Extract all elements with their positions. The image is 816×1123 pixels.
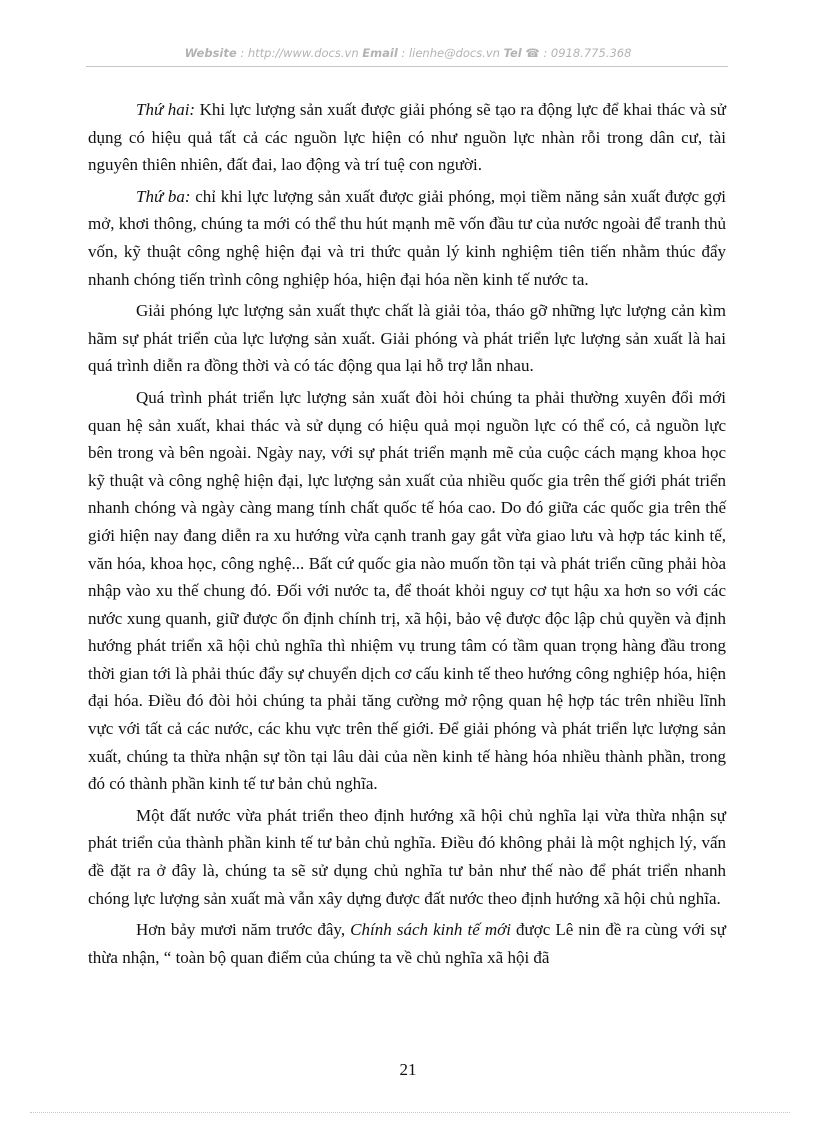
paragraph-text: Giải phóng lực lượng sản xuất thực chất là giải tỏa, tháo gỡ những lực lượng cản kìm hãm sự phát triển của lực lượng sản xuất. Giải phóng và phát triển lực lượng sản xuất là hai quá trình diễn ra đồng thời và có tác động qua lại hỗ trợ lẫn nhau.	[88, 301, 726, 376]
tel-value: ☎ : 0918.775.368	[525, 46, 632, 60]
paragraph-text: được Lê nin đề ra cùng với sự thừa nhận, “ toàn bộ quan điểm của chúng ta về chủ nghĩa xã hội đã	[88, 920, 726, 967]
paragraph-text: Một đất nước vừa phát triển theo định hướng xã hội chủ nghĩa lại vừa thừa nhận sự phát triển của thành phần kinh tế tư bản chủ nghĩa. Điều đó không phải là một nghịch lý, vấn đề đặt ra ở đây là, chúng ta sẽ sử dụng chủ nghĩa tư bản như thế nào để phát triển nhanh chóng lực lượng sản xuất mà vẫn xây dựng được đất nước theo định hướng xã hội chủ nghĩa.	[88, 805, 726, 908]
email-value: : lienhe@docs.vn	[401, 46, 500, 60]
paragraph-text: chỉ khi lực lượng sản xuất được giải phóng, mọi tiềm năng sản xuất được gợi mở, khơi thông, chúng ta mới có thể thu hút mạnh mẽ vốn đầu tư của nước ngoài để tranh thủ vốn, kỹ thuật công nghệ hiện đại và tri thức quản lý kinh nghiệm tiên tiến nhằm thúc đẩy nhanh chóng tiến trình công nghiệp hóa, hiện đại hóa nền kinh tế nước ta.	[88, 186, 726, 289]
paragraph-3	[88, 297, 726, 380]
page-number: 21	[399, 1060, 417, 1079]
paragraph-lead: Thứ ba:	[136, 186, 191, 206]
email-label: Email	[362, 46, 398, 60]
website-label: Website	[184, 46, 237, 60]
paragraph-1	[88, 96, 726, 179]
paragraph-4	[88, 384, 726, 798]
website-value: : http://www.docs.vn	[240, 46, 359, 60]
header-divider	[86, 66, 728, 67]
paragraph-2	[88, 183, 726, 293]
policy-title: Chính sách kinh tế mới	[350, 920, 511, 940]
document-body	[88, 96, 726, 975]
tel-label: Tel	[503, 46, 522, 60]
paragraph-text: Quá trình phát triển lực lượng sản xuất đòi hỏi chúng ta phải thường xuyên đổi mới quan hệ sản xuất, khai thác và sử dụng có hiệu quả mọi nguồn lực có thể có, cả nguồn lực bên trong và bên ngoài. Ngày nay, với sự phát triển mạnh mẽ của cuộc cách mạng khoa học kỹ thuật và công nghệ hiện đại, lực lượng sản xuất của nhiều quốc gia trên thế giới phát triển nhanh chóng và ngày càng mang tính chất quốc tế hóa cao. Do đó giữa các quốc gia trên thế giới hiện nay đang diễn ra xu hướng vừa cạnh tranh gay gắt vừa giao lưu và hợp tác kinh tế, văn hóa, khoa học, công nghệ... Bất cứ quốc gia nào muốn tồn tại và phát triển cũng phải hòa nhập vào xu thế chung đó. Đối với nước ta, để thoát khỏi nguy cơ tụt hậu xa hơn so với các nước xung quanh, giữ được ổn định chính trị, xã hội, bảo vệ được độc lập chủ quyền và định hướng phát triển xã hội chủ nghĩa thì nhiệm vụ trung tâm có tầm quan trọng hàng đầu trong thời gian tới là phải thúc đẩy sự chuyển dịch cơ cấu kinh tế theo hướng công nghiệp hóa, hiện đại hóa. Điều đó đòi hỏi chúng ta phải tăng cường mở rộng quan hệ hợp tác trên nhiều lĩnh vực với tất cả các nước, các khu vực trên thế giới. Để giải phóng và phát triển lực lượng sản xuất, chúng ta thừa nhận sự tồn tại lâu dài của nền kinh tế hàng hóa nhiều thành phần, trong đó có thành phần kinh tế tư bản chủ nghĩa.	[88, 387, 726, 794]
paragraph-lead: Thứ hai:	[136, 100, 196, 119]
footer-divider	[30, 1112, 790, 1113]
paragraph-5	[88, 802, 726, 912]
paragraph-text: Hơn bảy mươi năm trước đây,	[136, 920, 351, 940]
paragraph-text: Khi lực lượng sản xuất được giải phóng sẽ tạo ra động lực để khai thác và sử dụng có hiệu quả tất cả các nguồn lực hiện có như nguồn lực nhàn rỗi trong dân cư, tài nguyên thiên nhiên, đất đai, lao động và trí tuệ con người.	[88, 100, 726, 175]
page-header	[0, 46, 816, 60]
paragraph-6	[88, 916, 726, 971]
